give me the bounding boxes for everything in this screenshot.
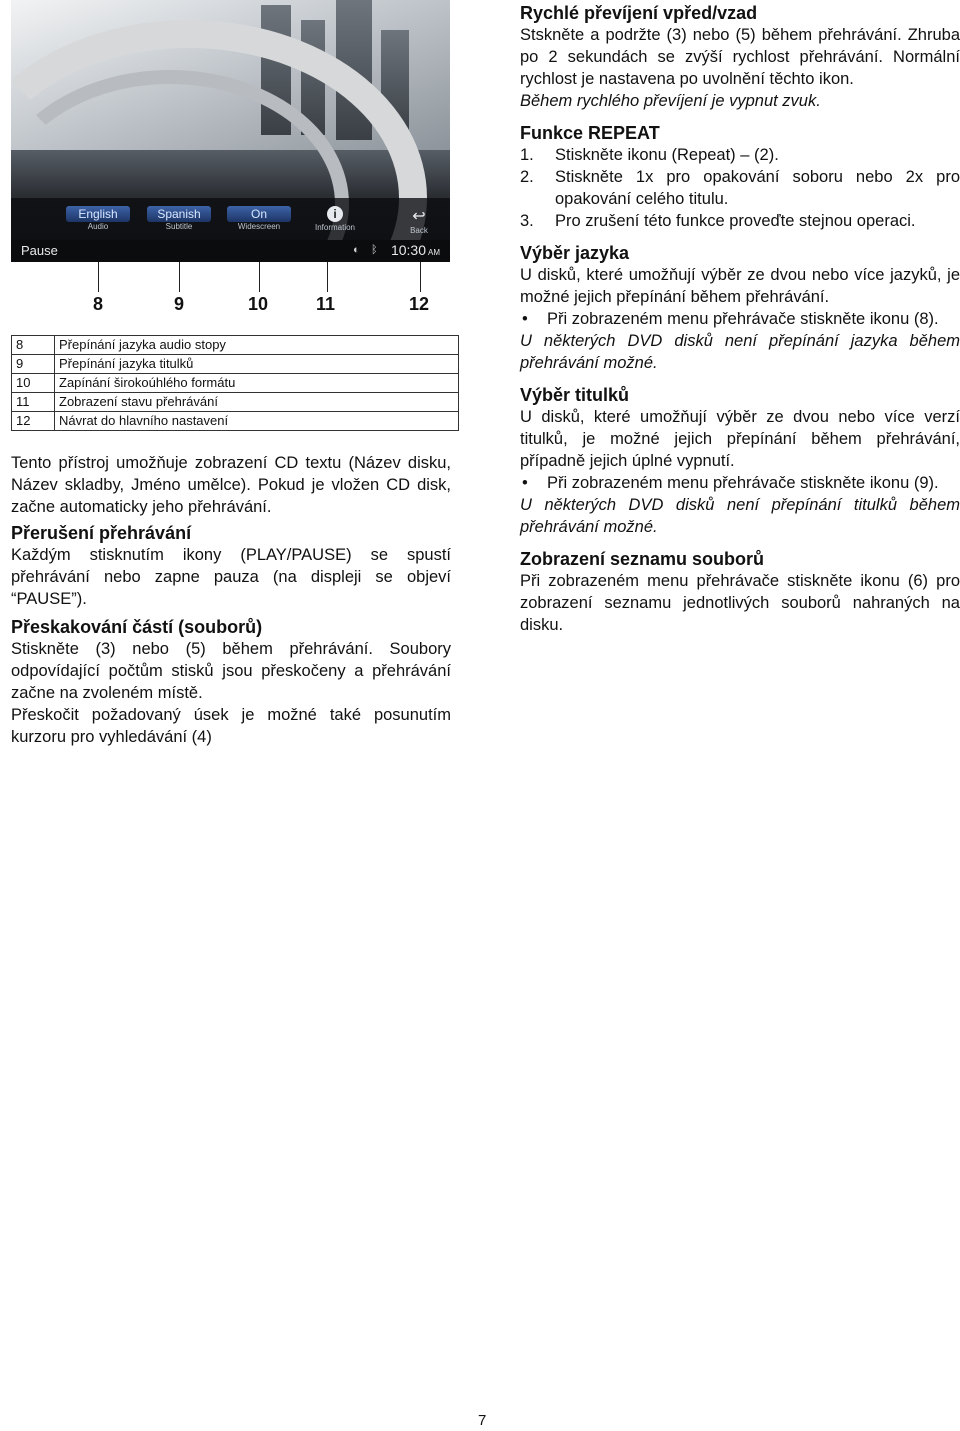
legend-number: 8 <box>12 336 55 355</box>
file-list-heading: Zobrazení seznamu souborů <box>520 549 765 569</box>
subtitle-label: Subtitle <box>165 222 193 231</box>
player-menu-bar <box>11 198 450 240</box>
subtitle-language-value: Spanish <box>147 206 211 222</box>
table-row <box>12 374 459 393</box>
list-item <box>520 144 960 166</box>
legend-text: Zapínání širokoúhlého formátu <box>55 374 459 393</box>
legend-number: 9 <box>12 355 55 374</box>
callout-number: 12 <box>409 294 430 314</box>
back-button[interactable] <box>397 204 441 234</box>
language-bullets <box>520 308 960 330</box>
audio-label: Audio <box>87 222 109 231</box>
fast-forward-paragraph: Stskněte a podržte (3) nebo (5) během přehrávání. Zhruba po 2 sekundách se zvýší rychlost přehrávání. Normální rychlost je nastavena po uvolnění těchto ikon. <box>520 26 960 88</box>
bullet-icon: • <box>522 474 528 492</box>
callout-number: 11 <box>316 294 336 314</box>
information-button[interactable] <box>299 204 371 234</box>
bullet-icon: • <box>522 310 528 328</box>
fast-forward-note: Během rychlého převíjení je vypnut zvuk. <box>520 92 821 110</box>
skip-paragraph: Stiskněte (3) nebo (5) během přehrávání. Soubory odpovídající počtům stisků jsou přeskočeny a přehrávání začne na zvoleném místě. <box>11 640 451 702</box>
list-item <box>520 210 960 232</box>
table-row <box>12 393 459 412</box>
table-row <box>12 412 459 431</box>
subtitles-bullets <box>520 472 960 494</box>
page-number: 7 <box>478 1412 487 1429</box>
legend-text: Návrat do hlavního nastavení <box>55 412 459 431</box>
skip-paragraph-2: Přeskočit požadovaný úsek je možné také posunutím kurzoru pro vyhledávání (4) <box>11 706 451 746</box>
intro-paragraph: Tento přístroj umožňuje zobrazení CD textu (Název disku, Název skladby, Jméno umělce). Pokud je vložen CD disk, začne automaticky jeho přehrávání. <box>11 454 451 516</box>
widescreen-label: Widescreen <box>237 222 281 231</box>
subtitles-paragraph: U disků, které umožňují výběr ze dvou nebo více verzí titulků, je možné jejich přepínání během přehrávání, případně jejich úplné vypnutí. <box>520 408 960 470</box>
pause-paragraph: Každým stisknutím ikony (PLAY/PAUSE) se spustí přehrávání nebo zapne pauza (na displeji se objeví “PAUSE”). <box>11 546 451 608</box>
language-heading: Výběr jazyka <box>520 243 630 263</box>
player-screenshot <box>11 0 450 262</box>
subtitles-note: U některých DVD disků není přepínání titulků během přehrávání možné. <box>520 496 960 536</box>
mute-icon: ◐ <box>353 244 360 256</box>
right-column <box>520 2 960 636</box>
left-column <box>11 452 451 748</box>
legend-number: 11 <box>12 393 55 412</box>
step-number: 2. <box>520 168 534 186</box>
legend-text: Přepínání jazyka titulků <box>55 355 459 374</box>
bullet-text: Při zobrazeném menu přehrávače stiskněte ikonu (9). <box>547 474 939 492</box>
callout-line <box>179 262 180 292</box>
clock-time: 10:30 <box>390 242 426 258</box>
audio-language-value: English <box>66 206 130 222</box>
language-note: U některých DVD disků není přepínání jazyka během přehrávání možné. <box>520 332 960 372</box>
step-text: Stiskněte 1x pro opakování soboru nebo 2x pro opakování celého titulu. <box>555 168 960 208</box>
list-item <box>520 166 960 210</box>
callout-number: 8 <box>93 294 104 314</box>
widescreen-button[interactable] <box>227 204 291 234</box>
legend-number: 12 <box>12 412 55 431</box>
clock <box>391 242 440 258</box>
step-number: 3. <box>520 212 534 230</box>
callout-line <box>98 262 99 292</box>
callout-number: 10 <box>248 294 269 314</box>
subtitle-language-button[interactable] <box>147 204 211 234</box>
list-item <box>520 308 960 330</box>
bullet-text: Při zobrazeném menu přehrávače stiskněte ikonu (8). <box>547 310 939 328</box>
language-paragraph: U disků, které umožňují výběr ze dvou nebo více jazyků, je možné jejich přepínání během přehrávání. <box>520 266 960 306</box>
step-text: Stiskněte ikonu (Repeat) – (2). <box>555 146 779 164</box>
step-text: Pro zrušení této funkce proveďte stejnou operaci. <box>555 212 916 230</box>
fast-forward-heading: Rychlé převíjení vpřed/vzad <box>520 3 758 23</box>
widescreen-value: On <box>227 206 291 222</box>
repeat-steps <box>520 144 960 232</box>
legend-text: Zobrazení stavu přehrávání <box>55 393 459 412</box>
legend-table <box>11 335 459 431</box>
skip-heading: Přeskakování částí (souborů) <box>11 617 263 637</box>
subtitles-heading: Výběr titulků <box>520 385 630 405</box>
legend-number: 10 <box>12 374 55 393</box>
info-icon: i <box>327 206 343 222</box>
back-label: Back <box>410 226 428 235</box>
table-row <box>12 336 459 355</box>
bluetooth-icon: ᛒ <box>371 244 378 256</box>
callout-line <box>259 262 260 292</box>
playback-status: Pause <box>21 243 58 258</box>
step-number: 1. <box>520 146 534 164</box>
callout-line <box>327 262 328 292</box>
table-row <box>12 355 459 374</box>
legend-text: Přepínání jazyka audio stopy <box>55 336 459 355</box>
pause-heading: Přerušení přehrávání <box>11 523 192 543</box>
callout-line <box>420 262 421 292</box>
audio-language-button[interactable] <box>66 204 130 234</box>
file-list-paragraph: Při zobrazeném menu přehrávače stiskněte ikonu (6) pro zobrazení seznamu jednotlivých souborů nahraných na disku. <box>520 572 960 634</box>
repeat-heading: Funkce REPEAT <box>520 123 660 143</box>
back-arrow-icon: ↩ <box>412 208 426 225</box>
callouts <box>11 262 451 322</box>
clock-ampm: AM <box>428 248 440 257</box>
information-label: Information <box>314 223 356 232</box>
callout-number: 9 <box>174 294 185 314</box>
status-bar <box>11 240 450 262</box>
list-item <box>520 472 960 494</box>
